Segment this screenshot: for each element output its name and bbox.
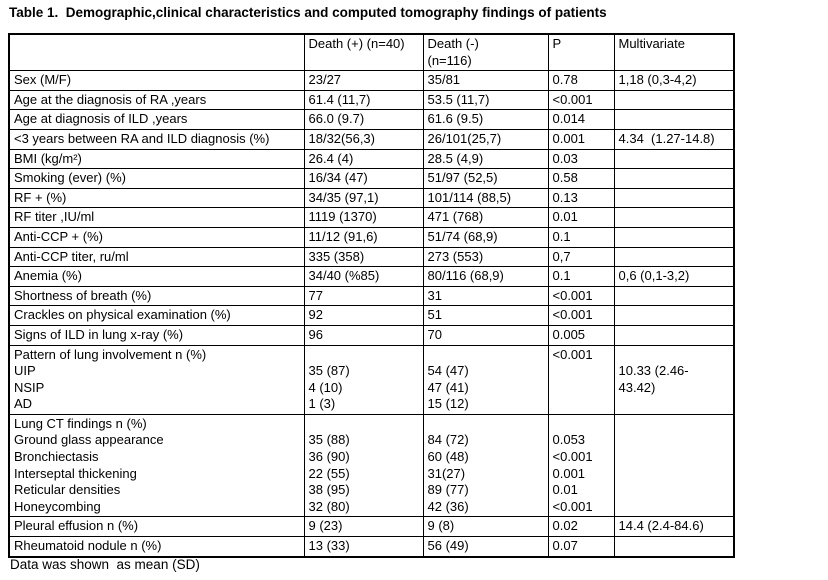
table-cell [423, 247, 548, 267]
cell-line: 0.001 [552, 465, 586, 481]
table-cell [548, 325, 614, 345]
table-row [9, 188, 734, 208]
table-cell [9, 90, 304, 110]
cell-line: 47 (41) [427, 379, 469, 395]
cell-line [428, 416, 544, 433]
cell-line: 11/12 (91,6) [308, 228, 378, 244]
cell-line: 51/74 (68,9) [427, 228, 498, 244]
table-cell [548, 247, 614, 267]
table-cell [423, 227, 548, 247]
cell-line: Death (-) [427, 36, 479, 51]
cell-line: Shortness of breath (%) [14, 287, 152, 303]
table-cell [423, 169, 548, 189]
table-cell [548, 188, 614, 208]
table-cell [304, 267, 423, 287]
table-cell [614, 169, 734, 189]
table-cell [614, 129, 734, 149]
cell-line: 273 (553) [427, 248, 484, 264]
cell-line: 80/116 (68,9) [427, 268, 504, 284]
table-cell [9, 169, 304, 189]
table-cell [614, 208, 734, 228]
table-cell [304, 149, 423, 169]
cell-line: <3 years between RA and ILD diagnosis (%) [14, 130, 270, 146]
cell-line: 61.6 (9.5) [427, 111, 484, 127]
cell-line: 0.78 [552, 72, 578, 88]
cell-line [619, 229, 730, 246]
table-cell [9, 414, 304, 517]
cell-line [553, 363, 610, 380]
cell-line: (n=116) [427, 52, 472, 68]
table-cell [614, 267, 734, 287]
table-cell [614, 90, 734, 110]
cell-line: Rheumatoid nodule n (%) [14, 538, 162, 554]
table-cell [548, 517, 614, 537]
cell-line: 0.03 [552, 150, 578, 166]
table-cell [304, 325, 423, 345]
cell-line: 42 (36) [427, 498, 469, 514]
table-cell [548, 208, 614, 228]
cell-line: 51 [427, 307, 442, 323]
cell-line: 14.4 (2.4-84.6) [618, 518, 704, 534]
table-row [9, 71, 734, 91]
table-cell [9, 227, 304, 247]
cell-line: 92 [308, 307, 323, 323]
table-cell [614, 306, 734, 326]
table-cell [614, 188, 734, 208]
cell-line: 0.13 [552, 189, 578, 205]
table-cell [548, 110, 614, 130]
cell-line: 84 (72) [427, 432, 469, 448]
cell-line: 53.5 (11,7) [427, 91, 490, 107]
cell-line: Bronchiectasis [14, 449, 99, 465]
cell-line: Anti-CCP + (%) [14, 228, 103, 244]
table-row [9, 247, 734, 267]
cell-line [619, 249, 730, 266]
table-cell [423, 325, 548, 345]
table-cell [9, 325, 304, 345]
cell-line: 1 (3) [308, 396, 336, 412]
cell-line: 0.01 [552, 482, 578, 498]
cell-line: 13 (33) [308, 538, 350, 554]
cell-line [553, 380, 610, 397]
cell-line [619, 151, 730, 168]
table-cell [614, 414, 734, 517]
table-cell [304, 71, 423, 91]
table-cell [304, 517, 423, 537]
header-cell [304, 34, 423, 71]
cell-line: NSIP [14, 379, 45, 395]
cell-line: 0.053 [552, 432, 586, 448]
cell-line: Lung CT findings n (%) [14, 415, 147, 431]
table-title: Table 1. Demographic,clinical characteristics and computed tomography findings of patients [9, 5, 607, 20]
header-cell [548, 34, 614, 71]
cell-line: 101/114 (88,5) [427, 189, 512, 205]
cell-line: Death (+) (n=40) [308, 36, 405, 51]
cell-line: 0.07 [552, 538, 578, 554]
table-row [9, 90, 734, 110]
table-row [9, 149, 734, 169]
cell-line [619, 307, 730, 324]
table-cell [9, 110, 304, 130]
cell-line [619, 396, 730, 413]
cell-line [428, 347, 544, 364]
table-cell [423, 110, 548, 130]
cell-line: 56 (49) [427, 538, 469, 554]
cell-line: 16/34 (47) [308, 170, 368, 186]
cell-line: 9 (8) [427, 518, 455, 534]
cell-line [309, 347, 419, 364]
table-cell [614, 345, 734, 414]
table-cell [548, 90, 614, 110]
table-cell [614, 517, 734, 537]
cell-line: 28.5 (4,9) [427, 150, 484, 166]
table-cell [423, 286, 548, 306]
cell-line: 66.0 (9.7) [308, 111, 365, 127]
cell-line: 0.58 [552, 170, 578, 186]
table-cell [9, 286, 304, 306]
table-row [9, 267, 734, 287]
cell-line: 1,18 (0,3-4,2) [618, 72, 697, 88]
table-cell [423, 517, 548, 537]
table-cell [614, 71, 734, 91]
table-cell [614, 149, 734, 169]
cell-line: <0.001 [552, 498, 593, 514]
table-cell [304, 306, 423, 326]
table-cell [614, 325, 734, 345]
table-cell [9, 208, 304, 228]
table-cell [9, 129, 304, 149]
cell-line: 77 [308, 287, 323, 303]
table-cell [548, 169, 614, 189]
cell-line: 36 (90) [308, 449, 350, 465]
table-cell [9, 345, 304, 414]
table-row [9, 227, 734, 247]
table-cell [9, 267, 304, 287]
table-cell [548, 267, 614, 287]
table-cell [548, 149, 614, 169]
table-cell [614, 537, 734, 557]
table-cell [423, 129, 548, 149]
table-cell [614, 247, 734, 267]
table-cell [304, 345, 423, 414]
cell-line: 35/81 [427, 72, 461, 88]
cell-line [619, 288, 730, 305]
cell-line: 89 (77) [427, 482, 469, 498]
table-body [9, 34, 734, 557]
table-cell [304, 247, 423, 267]
cell-line: 15 (12) [427, 396, 469, 412]
table-cell [9, 517, 304, 537]
table-cell [423, 149, 548, 169]
table-cell [304, 537, 423, 557]
cell-line: 0,6 (0,1-3,2) [618, 268, 690, 284]
cell-line: 1119 (1370) [308, 209, 377, 225]
table-row [9, 110, 734, 130]
table-row [9, 414, 734, 517]
cell-line: <0.001 [552, 449, 593, 465]
header-cell [9, 34, 304, 71]
table-row [9, 286, 734, 306]
cell-line: P [552, 36, 562, 51]
table-cell [548, 129, 614, 149]
cell-line: 26.4 (4) [308, 150, 354, 166]
cell-line: 0.01 [552, 209, 578, 225]
cell-line: Signs of ILD in lung x-ray (%) [14, 326, 184, 342]
table-cell [304, 169, 423, 189]
table-cell [9, 306, 304, 326]
table-cell [548, 227, 614, 247]
cell-line: 35 (87) [308, 363, 350, 379]
table-cell [304, 129, 423, 149]
table-cell [9, 537, 304, 557]
table-footnote: Data was shown as mean (SD) [10, 557, 200, 572]
cell-line: 18/32(56,3) [308, 130, 375, 146]
cell-line: RF + (%) [14, 189, 67, 205]
cell-line: 34/35 (97,1) [308, 189, 379, 205]
cell-line: 0.02 [552, 518, 578, 534]
table-cell [423, 306, 548, 326]
table-cell [423, 208, 548, 228]
cell-line [619, 432, 730, 449]
cell-line: <0.001 [552, 307, 593, 323]
cell-line: 9 (23) [308, 518, 343, 534]
table-cell [548, 286, 614, 306]
table-cell [423, 267, 548, 287]
cell-line: 54 (47) [427, 363, 469, 379]
cell-line: Interseptal thickening [14, 465, 137, 481]
cell-line: 0,7 [552, 248, 571, 264]
cell-line [619, 416, 730, 433]
table-row [9, 325, 734, 345]
cell-line: 31(27) [427, 465, 466, 481]
cell-line: UIP [14, 363, 36, 379]
table-cell [548, 71, 614, 91]
cell-line: 32 (80) [308, 498, 350, 514]
cell-line: 4.34 (1.27-14.8) [618, 130, 715, 146]
table-cell [614, 110, 734, 130]
cell-line [14, 36, 300, 53]
cell-line: <0.001 [552, 346, 593, 362]
table-cell [548, 414, 614, 517]
cell-line: 471 (768) [427, 209, 484, 225]
cell-line: 0.1 [552, 228, 571, 244]
cell-line: 26/101(25,7) [427, 130, 502, 146]
table-row [9, 129, 734, 149]
cell-line [309, 416, 419, 433]
cell-line [619, 482, 730, 499]
header-cell [423, 34, 548, 71]
table-cell [614, 227, 734, 247]
table-cell [304, 414, 423, 517]
cell-line: 10.33 (2.46- [618, 363, 689, 379]
cell-line: 96 [308, 326, 323, 342]
table-cell [548, 345, 614, 414]
table-cell [9, 149, 304, 169]
cell-line: <0.001 [552, 91, 593, 107]
table-cell [9, 247, 304, 267]
cell-line: 70 [427, 326, 442, 342]
cell-line [619, 190, 730, 207]
cell-line: 51/97 (52,5) [427, 170, 498, 186]
table-header-row [9, 34, 734, 71]
table-cell [423, 90, 548, 110]
table-cell [423, 537, 548, 557]
cell-line: 0.005 [552, 326, 586, 342]
cell-line: Sex (M/F) [14, 72, 72, 88]
table-row [9, 345, 734, 414]
table-row [9, 208, 734, 228]
cell-line: Smoking (ever) (%) [14, 170, 126, 186]
cell-line: 4 (10) [308, 379, 343, 395]
cell-line: 0.001 [552, 130, 586, 146]
table-cell [304, 227, 423, 247]
cell-line: 61.4 (11,7) [308, 91, 371, 107]
cell-line: BMI (kg/m²) [14, 150, 82, 166]
cell-line: <0.001 [552, 287, 593, 303]
cell-line: Anemia (%) [14, 268, 82, 284]
cell-line [619, 347, 730, 364]
cell-line: 22 (55) [308, 465, 350, 481]
table-row [9, 517, 734, 537]
cell-line: RF titer ,IU/ml [14, 209, 95, 225]
cell-line: 43.42) [618, 379, 656, 395]
cell-line [619, 538, 730, 555]
table-cell [548, 306, 614, 326]
cell-line [553, 396, 610, 413]
cell-line: 60 (48) [427, 449, 469, 465]
cell-line: 38 (95) [308, 482, 350, 498]
table-cell [304, 286, 423, 306]
cell-line: Ground glass appearance [14, 432, 164, 448]
cell-line: 31 [427, 287, 442, 303]
cell-line [553, 416, 610, 433]
table-cell [304, 110, 423, 130]
data-table [8, 33, 735, 558]
table-cell [423, 414, 548, 517]
table-cell [423, 345, 548, 414]
cell-line [619, 92, 730, 109]
cell-line [619, 466, 730, 483]
table-cell [304, 90, 423, 110]
table-row [9, 537, 734, 557]
cell-line: Pleural effusion n (%) [14, 518, 139, 534]
cell-line: 34/40 (%85) [308, 268, 380, 284]
table-cell [548, 537, 614, 557]
cell-line: AD [14, 396, 33, 412]
table-cell [614, 286, 734, 306]
table-cell [9, 71, 304, 91]
cell-line: 335 (358) [308, 248, 365, 264]
cell-line: Crackles on physical examination (%) [14, 307, 231, 323]
cell-line [619, 499, 730, 516]
cell-line [619, 209, 730, 226]
cell-line: Pattern of lung involvement n (%) [14, 346, 207, 362]
header-cell [614, 34, 734, 71]
table-cell [304, 208, 423, 228]
cell-line: Multivariate [618, 36, 685, 51]
cell-line: 23/27 [308, 72, 342, 88]
cell-line: 0.1 [552, 268, 571, 284]
cell-line: Honeycombing [14, 498, 101, 514]
cell-line: Age at diagnosis of ILD ,years [14, 111, 188, 127]
table-cell [9, 188, 304, 208]
table-row [9, 306, 734, 326]
cell-line: 0.014 [552, 111, 586, 127]
cell-line [619, 111, 730, 128]
table-cell [304, 188, 423, 208]
cell-line: Reticular densities [14, 482, 121, 498]
cell-line [619, 170, 730, 187]
table-cell [423, 71, 548, 91]
cell-line [619, 449, 730, 466]
cell-line: Anti-CCP titer, ru/ml [14, 248, 129, 264]
cell-line: 35 (88) [308, 432, 350, 448]
cell-line [619, 327, 730, 344]
table-row [9, 169, 734, 189]
table-cell [423, 188, 548, 208]
cell-line: Age at the diagnosis of RA ,years [14, 91, 207, 107]
